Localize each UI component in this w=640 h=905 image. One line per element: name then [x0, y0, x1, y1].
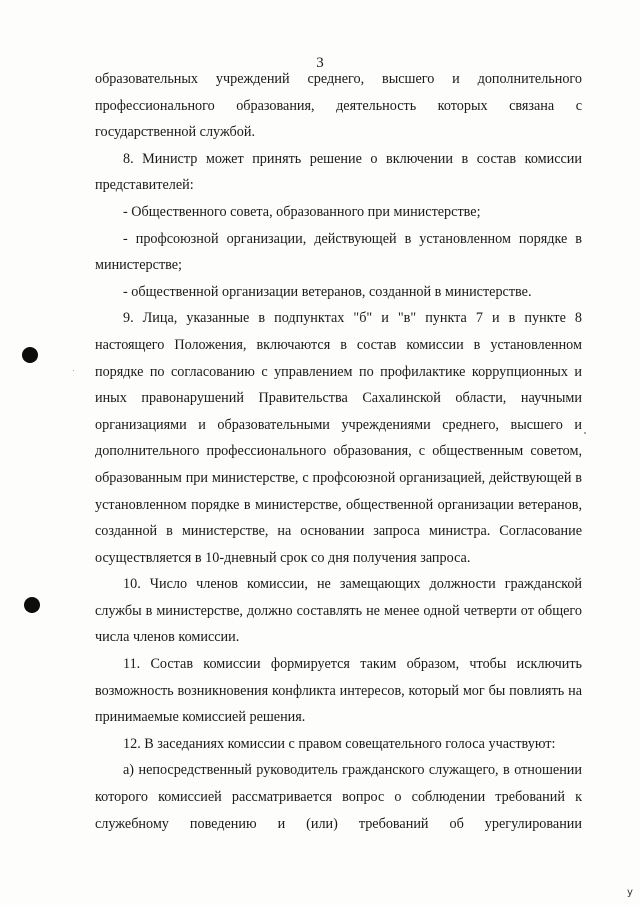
list-item-trade-union: - профсоюзной организации, действующей в установленном порядке в министерстве; — [95, 230, 582, 274]
punch-hole-mark — [22, 347, 38, 363]
corner-handwritten-mark: у — [627, 887, 633, 898]
paragraph-item-12: 12. В заседаниях комиссии с правом совещательного голоса участвуют: — [123, 735, 556, 752]
punch-hole-mark — [24, 597, 40, 613]
scan-speck — [73, 370, 74, 371]
page-number: 3 — [316, 55, 324, 71]
list-item-veterans-organization: - общественной организации ветеранов, созданной в министерстве. — [123, 283, 532, 300]
paragraph-continuation: образовательных учреждений среднего, высшего и дополнительного профессионального образования, деятельность которых связана с государственной службой. — [95, 71, 582, 141]
scan-speck — [584, 432, 586, 434]
list-item-public-council: - Общественного совета, образованного при министерстве; — [123, 203, 481, 220]
paragraph-subitem-a: а) непосредственный руководитель гражданского служащего, в отношении которого комиссией рассматривается вопрос о соблюдении требований к служебному поведению и (или) требований об урегулировании — [95, 762, 582, 832]
document-body — [95, 66, 582, 837]
paragraph-item-8: 8. Министр может принять решение о включении в состав комиссии представителей: — [95, 150, 582, 194]
paragraph-item-9: 9. Лица, указанные в подпунктах "б" и "в" пункта 7 и в пункте 8 настоящего Положения, включаются в состав комиссии в установленном порядке по согласованию с управлением по профилактике коррупционных и иных правонарушений Правительства Сахалинской области, научными организациями и образовательными учреждениями среднего, высшего и дополнительного профессионального образования, с общественным советом, образованным при министерстве, с профсоюзной организацией, действующей в установленном порядке в министерстве, общественной организации ветеранов, созданной в министерстве, на основании запроса министра. Согласование осуществляется в 10-дневный срок со дня получения запроса. — [95, 310, 582, 566]
paragraph-item-10: 10. Число членов комиссии, не замещающих должности гражданской службы в министерстве, должно составлять не менее одной четверти от общего числа членов комиссии. — [95, 576, 582, 646]
paragraph-item-11: 11. Состав комиссии формируется таким образом, чтобы исключить возможность возникновения конфликта интересов, который мог бы повлиять на принимаемые комиссией решения. — [95, 656, 582, 726]
